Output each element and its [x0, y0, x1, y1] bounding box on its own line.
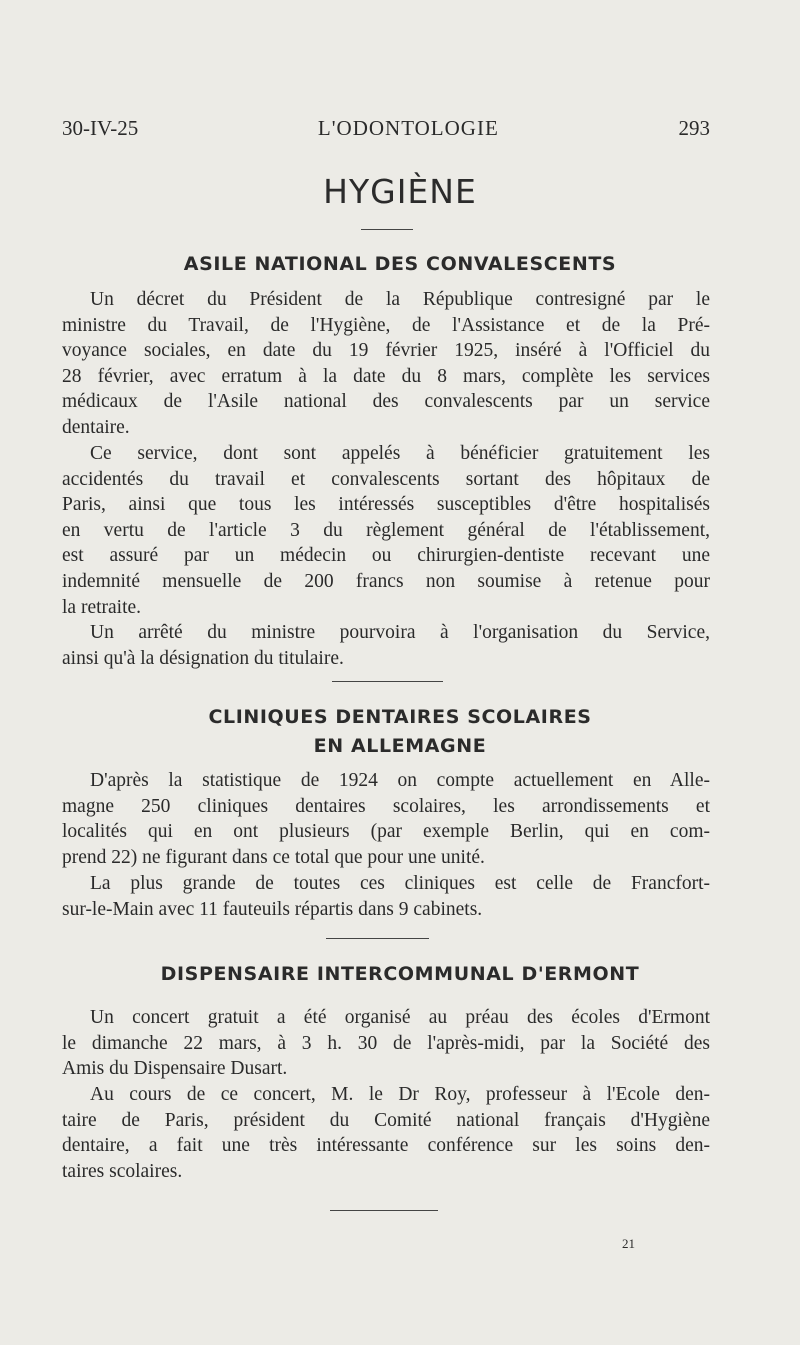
heading-line: EN ALLEMAGNE [313, 735, 487, 757]
text-line: le dimanche 22 mars, à 3 h. 30 de l'après-midi, par la Société des [62, 1032, 710, 1054]
text-line: localités qui en ont plusieurs (par exemple Berlin, qui en com- [62, 821, 710, 843]
text-line: ainsi qu'à la désignation du titulaire. [62, 647, 344, 669]
paragraph [62, 1005, 710, 1082]
text-line: en vertu de l'article 3 du règlement général de l'établissement, [62, 519, 710, 541]
text-line: Ce service, dont sont appelés à bénéficier gratuitement les [90, 443, 710, 464]
paragraph [62, 287, 710, 441]
text-line: magne 250 cliniques dentaires scolaires, les arrondissements et [62, 795, 710, 817]
article-separator [326, 938, 429, 939]
journal-title: L'ODONTOLOGIE [317, 116, 499, 140]
text-line: indemnité mensuelle de 200 francs non soumise à retenue pour [62, 570, 710, 592]
paragraph [62, 768, 710, 870]
text-line: taires scolaires. [62, 1160, 183, 1182]
text-line: taire de Paris, président du Comité national français d'Hygiène [62, 1109, 710, 1131]
text-line: Un concert gratuit a été organisé au préau des écoles d'Ermont [90, 1007, 710, 1028]
article-separator [332, 681, 443, 682]
text-line: 28 février, avec erratum à la date du 8 mars, complète les services [62, 365, 710, 387]
heading-line: CLINIQUES DENTAIRES SCOLAIRES [208, 706, 592, 728]
signature-mark: 21 [622, 1236, 635, 1251]
article-heading-dispensaire [0, 960, 800, 989]
text-line: dentaire. [62, 416, 130, 438]
text-line: prend 22) ne figurant dans ce total que pour une unité. [62, 846, 485, 868]
heading-line: ASILE NATIONAL DES CONVALESCENTS [183, 253, 617, 275]
article-heading-cliniques [0, 703, 800, 761]
text-line: la retraite. [62, 596, 142, 618]
text-line: Paris, ainsi que tous les intéressés susceptibles d'être hospitalisés [62, 494, 710, 516]
text-line: accidentés du travail et convalescents sortant des hôpitaux de [62, 468, 710, 490]
title-rule [361, 229, 413, 230]
article-heading-asile [0, 250, 800, 279]
text-line: dentaire, a fait une très intéressante conférence sur les soins den- [62, 1135, 710, 1157]
text-line: est assuré par un médecin ou chirurgien-dentiste recevant une [62, 545, 710, 567]
paragraph [62, 1082, 710, 1184]
text-line: La plus grande de toutes ces cliniques est celle de Francfort- [90, 873, 710, 894]
running-head [62, 116, 710, 141]
section-title: HYGIÈNE [323, 172, 477, 211]
text-line: ministre du Travail, de l'Hygiène, de l'Assistance et de la Pré- [62, 314, 710, 336]
text-line: Un décret du Président de la République contresigné par le [90, 289, 710, 310]
text-line: Un arrêté du ministre pourvoira à l'organisation du Service, [90, 622, 710, 643]
heading-line: DISPENSAIRE INTERCOMMUNAL D'ERMONT [160, 963, 640, 985]
text-line: D'après la statistique de 1924 on compte actuellement en Alle- [90, 770, 710, 791]
text-line: Au cours de ce concert, M. le Dr Roy, professeur à l'Ecole den- [90, 1084, 710, 1105]
page-number: 293 [678, 116, 710, 140]
article-separator [330, 1210, 438, 1211]
text-line: sur-le-Main avec 11 fauteuils répartis dans 9 cabinets. [62, 898, 483, 920]
paragraph [62, 441, 710, 620]
text-line: médicaux de l'Asile national des convalescents par un service [62, 391, 710, 413]
issue-date: 30-IV-25 [62, 116, 139, 140]
paragraph [62, 871, 710, 922]
text-line: Amis du Dispensaire Dusart. [62, 1058, 288, 1080]
paragraph [62, 620, 710, 671]
text-line: voyance sociales, en date du 19 février 1925, inséré à l'Officiel du [62, 340, 710, 362]
